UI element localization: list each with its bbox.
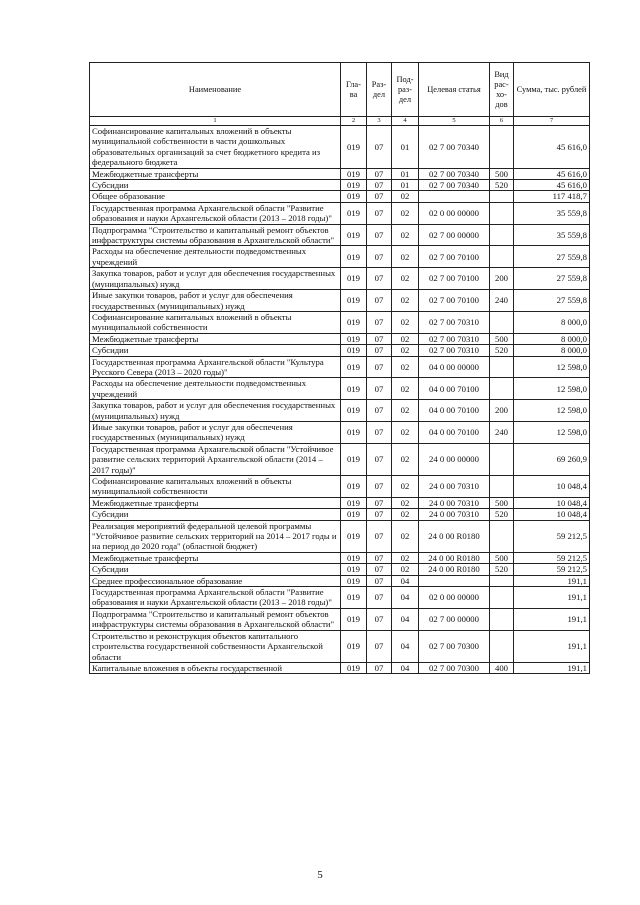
- table-row: [90, 575, 590, 586]
- cell-sum: 191,1: [514, 608, 590, 630]
- cell-sum: 45 616,0: [514, 168, 590, 179]
- cell-name: Среднее профессиональное образование: [90, 575, 341, 586]
- cell-razdel: 07: [367, 575, 392, 586]
- cell-razdel: 07: [367, 443, 392, 475]
- cell-sum: 12 598,0: [514, 400, 590, 422]
- cell-name: Общее образование: [90, 191, 341, 202]
- cell-glava: 019: [341, 311, 367, 333]
- cell-vid: [490, 202, 514, 224]
- cell-vid: 500: [490, 333, 514, 344]
- cell-target: 04 0 00 00000: [419, 356, 490, 378]
- cell-sum: 59 212,5: [514, 552, 590, 563]
- cell-razdel: 07: [367, 202, 392, 224]
- cell-razdel: 07: [367, 587, 392, 609]
- cell-target: 24 0 00 R0180: [419, 552, 490, 563]
- cell-sum: 27 559,8: [514, 246, 590, 268]
- cell-podrazdel: 01: [392, 180, 419, 191]
- cell-sum: 69 260,9: [514, 443, 590, 475]
- cell-razdel: 07: [367, 290, 392, 312]
- cell-sum: 27 559,8: [514, 268, 590, 290]
- cell-glava: 019: [341, 168, 367, 179]
- cell-name: Капитальные вложения в объекты государственной: [90, 662, 341, 673]
- table-row: [90, 630, 590, 662]
- cell-target: 02 7 00 70310: [419, 333, 490, 344]
- cell-glava: 019: [341, 443, 367, 475]
- cell-sum: 8 000,0: [514, 345, 590, 356]
- cell-sum: 191,1: [514, 662, 590, 673]
- cell-razdel: 07: [367, 168, 392, 179]
- table-row: [90, 497, 590, 508]
- cell-razdel: 07: [367, 246, 392, 268]
- column-number: 2: [341, 117, 367, 126]
- column-number: 1: [90, 117, 341, 126]
- header-sum: Сумма, тыс. рублей: [514, 63, 590, 117]
- cell-razdel: 07: [367, 520, 392, 552]
- cell-glava: 019: [341, 180, 367, 191]
- table-row: [90, 509, 590, 520]
- cell-vid: [490, 476, 514, 498]
- cell-name: Государственная программа Архангельской области "Развитие образования и науки Архангельской области (2013 – 2018 годы)": [90, 202, 341, 224]
- cell-target: 24 0 00 70310: [419, 497, 490, 508]
- cell-vid: [490, 126, 514, 169]
- cell-vid: 200: [490, 400, 514, 422]
- cell-glava: 019: [341, 476, 367, 498]
- cell-podrazdel: 02: [392, 191, 419, 202]
- table-row: [90, 126, 590, 169]
- table-body: [90, 126, 590, 674]
- cell-sum: 35 559,8: [514, 202, 590, 224]
- cell-podrazdel: 02: [392, 290, 419, 312]
- cell-vid: 520: [490, 509, 514, 520]
- cell-target: 24 0 00 00000: [419, 443, 490, 475]
- cell-target: 24 0 00 R0180: [419, 520, 490, 552]
- header-name: Наименование: [90, 63, 341, 117]
- cell-target: 02 7 00 70310: [419, 345, 490, 356]
- cell-glava: 019: [341, 356, 367, 378]
- cell-sum: 59 212,5: [514, 564, 590, 575]
- cell-target: 04 0 00 70100: [419, 400, 490, 422]
- cell-vid: [490, 191, 514, 202]
- cell-name: Субсидии: [90, 180, 341, 191]
- cell-glava: 019: [341, 378, 367, 400]
- cell-name: Государственная программа Архангельской области "Развитие образования и науки Архангельской области (2013 – 2018 годы)": [90, 587, 341, 609]
- header-razdel: Раз-дел: [367, 63, 392, 117]
- cell-target: 24 0 00 R0180: [419, 564, 490, 575]
- cell-target: 02 7 00 70100: [419, 246, 490, 268]
- cell-podrazdel: 04: [392, 608, 419, 630]
- cell-razdel: 07: [367, 509, 392, 520]
- cell-vid: [490, 378, 514, 400]
- cell-sum: 12 598,0: [514, 421, 590, 443]
- cell-name: Софинансирование капитальных вложений в объекты муниципальной собственности: [90, 476, 341, 498]
- cell-razdel: 07: [367, 191, 392, 202]
- cell-podrazdel: 02: [392, 476, 419, 498]
- cell-name: Межбюджетные трансферты: [90, 497, 341, 508]
- cell-glava: 019: [341, 400, 367, 422]
- cell-name: Межбюджетные трансферты: [90, 168, 341, 179]
- cell-glava: 019: [341, 202, 367, 224]
- cell-podrazdel: 02: [392, 564, 419, 575]
- table-row: [90, 168, 590, 179]
- table-row: [90, 356, 590, 378]
- table-row: [90, 268, 590, 290]
- cell-name: Закупка товаров, работ и услуг для обеспечения государственных (муниципальных) нужд: [90, 400, 341, 422]
- table-row: [90, 587, 590, 609]
- cell-razdel: 07: [367, 126, 392, 169]
- cell-vid: 200: [490, 268, 514, 290]
- cell-razdel: 07: [367, 356, 392, 378]
- cell-razdel: 07: [367, 311, 392, 333]
- cell-name: Субсидии: [90, 509, 341, 520]
- table-row: [90, 246, 590, 268]
- table-row: [90, 180, 590, 191]
- table-row: [90, 608, 590, 630]
- cell-vid: 520: [490, 345, 514, 356]
- cell-sum: 10 048,4: [514, 509, 590, 520]
- header-target: Целевая статья: [419, 63, 490, 117]
- cell-glava: 019: [341, 191, 367, 202]
- cell-sum: 191,1: [514, 587, 590, 609]
- cell-target: [419, 575, 490, 586]
- cell-razdel: 07: [367, 564, 392, 575]
- cell-vid: 500: [490, 552, 514, 563]
- cell-razdel: 07: [367, 400, 392, 422]
- cell-target: [419, 191, 490, 202]
- cell-target: 04 0 00 70100: [419, 421, 490, 443]
- document-page: [89, 62, 589, 674]
- cell-glava: 019: [341, 520, 367, 552]
- cell-podrazdel: 02: [392, 552, 419, 563]
- cell-vid: [490, 575, 514, 586]
- header-vid: Вид рас-хо-дов: [490, 63, 514, 117]
- cell-podrazdel: 02: [392, 333, 419, 344]
- table-row: [90, 333, 590, 344]
- cell-glava: 019: [341, 564, 367, 575]
- cell-podrazdel: 02: [392, 202, 419, 224]
- cell-razdel: 07: [367, 552, 392, 563]
- cell-razdel: 07: [367, 421, 392, 443]
- cell-razdel: 07: [367, 268, 392, 290]
- cell-podrazdel: 02: [392, 356, 419, 378]
- cell-name: Реализация мероприятий федеральной целевой программы "Устойчивое развитие сельских территорий на 2014 – 2017 годы и на период до 2020 года" (областной бюджет): [90, 520, 341, 552]
- cell-name: Подпрограмма "Строительство и капитальный ремонт объектов инфраструктуры системы образования в Архангельской области": [90, 224, 341, 246]
- cell-podrazdel: 01: [392, 168, 419, 179]
- cell-podrazdel: 01: [392, 126, 419, 169]
- cell-glava: 019: [341, 497, 367, 508]
- cell-glava: 019: [341, 630, 367, 662]
- cell-name: Софинансирование капитальных вложений в объекты муниципальной собственности: [90, 311, 341, 333]
- cell-sum: 59 212,5: [514, 520, 590, 552]
- column-number: 5: [419, 117, 490, 126]
- table-row: [90, 378, 590, 400]
- cell-vid: [490, 224, 514, 246]
- table-row: [90, 443, 590, 475]
- cell-target: 02 7 00 00000: [419, 608, 490, 630]
- cell-podrazdel: 02: [392, 224, 419, 246]
- cell-vid: 240: [490, 421, 514, 443]
- cell-sum: 45 616,0: [514, 126, 590, 169]
- cell-glava: 019: [341, 421, 367, 443]
- cell-podrazdel: 02: [392, 509, 419, 520]
- cell-name: Расходы на обеспечение деятельности подведомственных учреждений: [90, 246, 341, 268]
- cell-glava: 019: [341, 246, 367, 268]
- cell-podrazdel: 02: [392, 311, 419, 333]
- cell-podrazdel: 02: [392, 246, 419, 268]
- cell-podrazdel: 02: [392, 497, 419, 508]
- cell-razdel: 07: [367, 497, 392, 508]
- cell-vid: [490, 587, 514, 609]
- table-row: [90, 520, 590, 552]
- cell-sum: 8 000,0: [514, 311, 590, 333]
- header-glava: Гла-ва: [341, 63, 367, 117]
- cell-sum: 191,1: [514, 575, 590, 586]
- cell-name: Подпрограмма "Строительство и капитальный ремонт объектов инфраструктуры системы образования в Архангельской области": [90, 608, 341, 630]
- cell-vid: [490, 608, 514, 630]
- cell-razdel: 07: [367, 476, 392, 498]
- page-number: 5: [317, 869, 323, 881]
- cell-glava: 019: [341, 345, 367, 356]
- header-podrazdel: Под-раз-дел: [392, 63, 419, 117]
- table-row: [90, 345, 590, 356]
- cell-target: 04 0 00 70100: [419, 378, 490, 400]
- cell-target: 02 0 00 00000: [419, 202, 490, 224]
- cell-vid: 400: [490, 662, 514, 673]
- table-row: [90, 290, 590, 312]
- column-number: 6: [490, 117, 514, 126]
- cell-name: Строительство и реконструкция объектов капитального строительства государственной собственности Архангельской области: [90, 630, 341, 662]
- cell-vid: [490, 520, 514, 552]
- cell-podrazdel: 02: [392, 443, 419, 475]
- cell-vid: [490, 630, 514, 662]
- cell-podrazdel: 02: [392, 400, 419, 422]
- cell-glava: 019: [341, 268, 367, 290]
- cell-sum: 117 418,7: [514, 191, 590, 202]
- cell-sum: 191,1: [514, 630, 590, 662]
- cell-vid: [490, 443, 514, 475]
- cell-glava: 019: [341, 224, 367, 246]
- cell-name: Межбюджетные трансферты: [90, 333, 341, 344]
- cell-glava: 019: [341, 126, 367, 169]
- table-row: [90, 662, 590, 673]
- cell-name: Расходы на обеспечение деятельности подведомственных учреждений: [90, 378, 341, 400]
- cell-razdel: 07: [367, 608, 392, 630]
- cell-name: Государственная программа Архангельской области "Устойчивое развитие сельских территорий Архангельской области (2014 – 2017 годы)": [90, 443, 341, 475]
- cell-podrazdel: 04: [392, 630, 419, 662]
- cell-name: Субсидии: [90, 564, 341, 575]
- cell-target: 24 0 00 70310: [419, 509, 490, 520]
- table-row: [90, 202, 590, 224]
- cell-podrazdel: 04: [392, 575, 419, 586]
- cell-razdel: 07: [367, 662, 392, 673]
- cell-podrazdel: 04: [392, 587, 419, 609]
- cell-target: 02 7 00 70300: [419, 662, 490, 673]
- cell-razdel: 07: [367, 345, 392, 356]
- cell-sum: 12 598,0: [514, 356, 590, 378]
- cell-vid: [490, 356, 514, 378]
- cell-target: 02 0 00 00000: [419, 587, 490, 609]
- cell-target: 02 7 00 70100: [419, 290, 490, 312]
- cell-target: 02 7 00 70300: [419, 630, 490, 662]
- cell-vid: 520: [490, 180, 514, 191]
- cell-sum: 27 559,8: [514, 290, 590, 312]
- cell-vid: [490, 311, 514, 333]
- cell-vid: 500: [490, 168, 514, 179]
- column-number-row: [90, 117, 590, 126]
- cell-target: 02 7 00 70100: [419, 268, 490, 290]
- cell-glava: 019: [341, 509, 367, 520]
- table-row: [90, 476, 590, 498]
- cell-sum: 35 559,8: [514, 224, 590, 246]
- cell-razdel: 07: [367, 630, 392, 662]
- cell-razdel: 07: [367, 224, 392, 246]
- cell-sum: 10 048,4: [514, 476, 590, 498]
- cell-target: 24 0 00 70310: [419, 476, 490, 498]
- cell-sum: 10 048,4: [514, 497, 590, 508]
- cell-razdel: 07: [367, 180, 392, 191]
- table-header-row: [90, 63, 590, 117]
- table-row: [90, 191, 590, 202]
- column-number: 4: [392, 117, 419, 126]
- cell-razdel: 07: [367, 333, 392, 344]
- column-number: 7: [514, 117, 590, 126]
- cell-vid: 520: [490, 564, 514, 575]
- table-row: [90, 552, 590, 563]
- cell-name: Государственная программа Архангельской области "Культура Русского Севера (2013 – 2020 годы)": [90, 356, 341, 378]
- table-row: [90, 311, 590, 333]
- cell-vid: [490, 246, 514, 268]
- table-row: [90, 224, 590, 246]
- cell-podrazdel: 02: [392, 268, 419, 290]
- cell-glava: 019: [341, 608, 367, 630]
- cell-glava: 019: [341, 333, 367, 344]
- table-row: [90, 564, 590, 575]
- cell-podrazdel: 02: [392, 421, 419, 443]
- cell-sum: 45 616,0: [514, 180, 590, 191]
- cell-podrazdel: 02: [392, 520, 419, 552]
- cell-glava: 019: [341, 662, 367, 673]
- budget-table: [89, 62, 590, 674]
- cell-target: 02 7 00 70340: [419, 180, 490, 191]
- cell-target: 02 7 00 70310: [419, 311, 490, 333]
- cell-glava: 019: [341, 290, 367, 312]
- cell-sum: 8 000,0: [514, 333, 590, 344]
- table-row: [90, 421, 590, 443]
- cell-razdel: 07: [367, 378, 392, 400]
- cell-target: 02 7 00 70340: [419, 126, 490, 169]
- cell-glava: 019: [341, 575, 367, 586]
- table-row: [90, 400, 590, 422]
- cell-sum: 12 598,0: [514, 378, 590, 400]
- cell-name: Иные закупки товаров, работ и услуг для обеспечения государственных (муниципальных) нужд: [90, 290, 341, 312]
- cell-podrazdel: 04: [392, 662, 419, 673]
- column-number: 3: [367, 117, 392, 126]
- cell-podrazdel: 02: [392, 378, 419, 400]
- cell-glava: 019: [341, 587, 367, 609]
- cell-target: 02 7 00 00000: [419, 224, 490, 246]
- cell-name: Межбюджетные трансферты: [90, 552, 341, 563]
- cell-vid: 240: [490, 290, 514, 312]
- cell-name: Закупка товаров, работ и услуг для обеспечения государственных (муниципальных) нужд: [90, 268, 341, 290]
- cell-podrazdel: 02: [392, 345, 419, 356]
- cell-name: Софинансирование капитальных вложений в объекты муниципальной собственности в части дошкольных образовательных организаций за счет бюджетного кредита из федерального бюджета: [90, 126, 341, 169]
- cell-name: Иные закупки товаров, работ и услуг для обеспечения государственных (муниципальных) нужд: [90, 421, 341, 443]
- cell-glava: 019: [341, 552, 367, 563]
- cell-vid: 500: [490, 497, 514, 508]
- cell-name: Субсидии: [90, 345, 341, 356]
- cell-target: 02 7 00 70340: [419, 168, 490, 179]
